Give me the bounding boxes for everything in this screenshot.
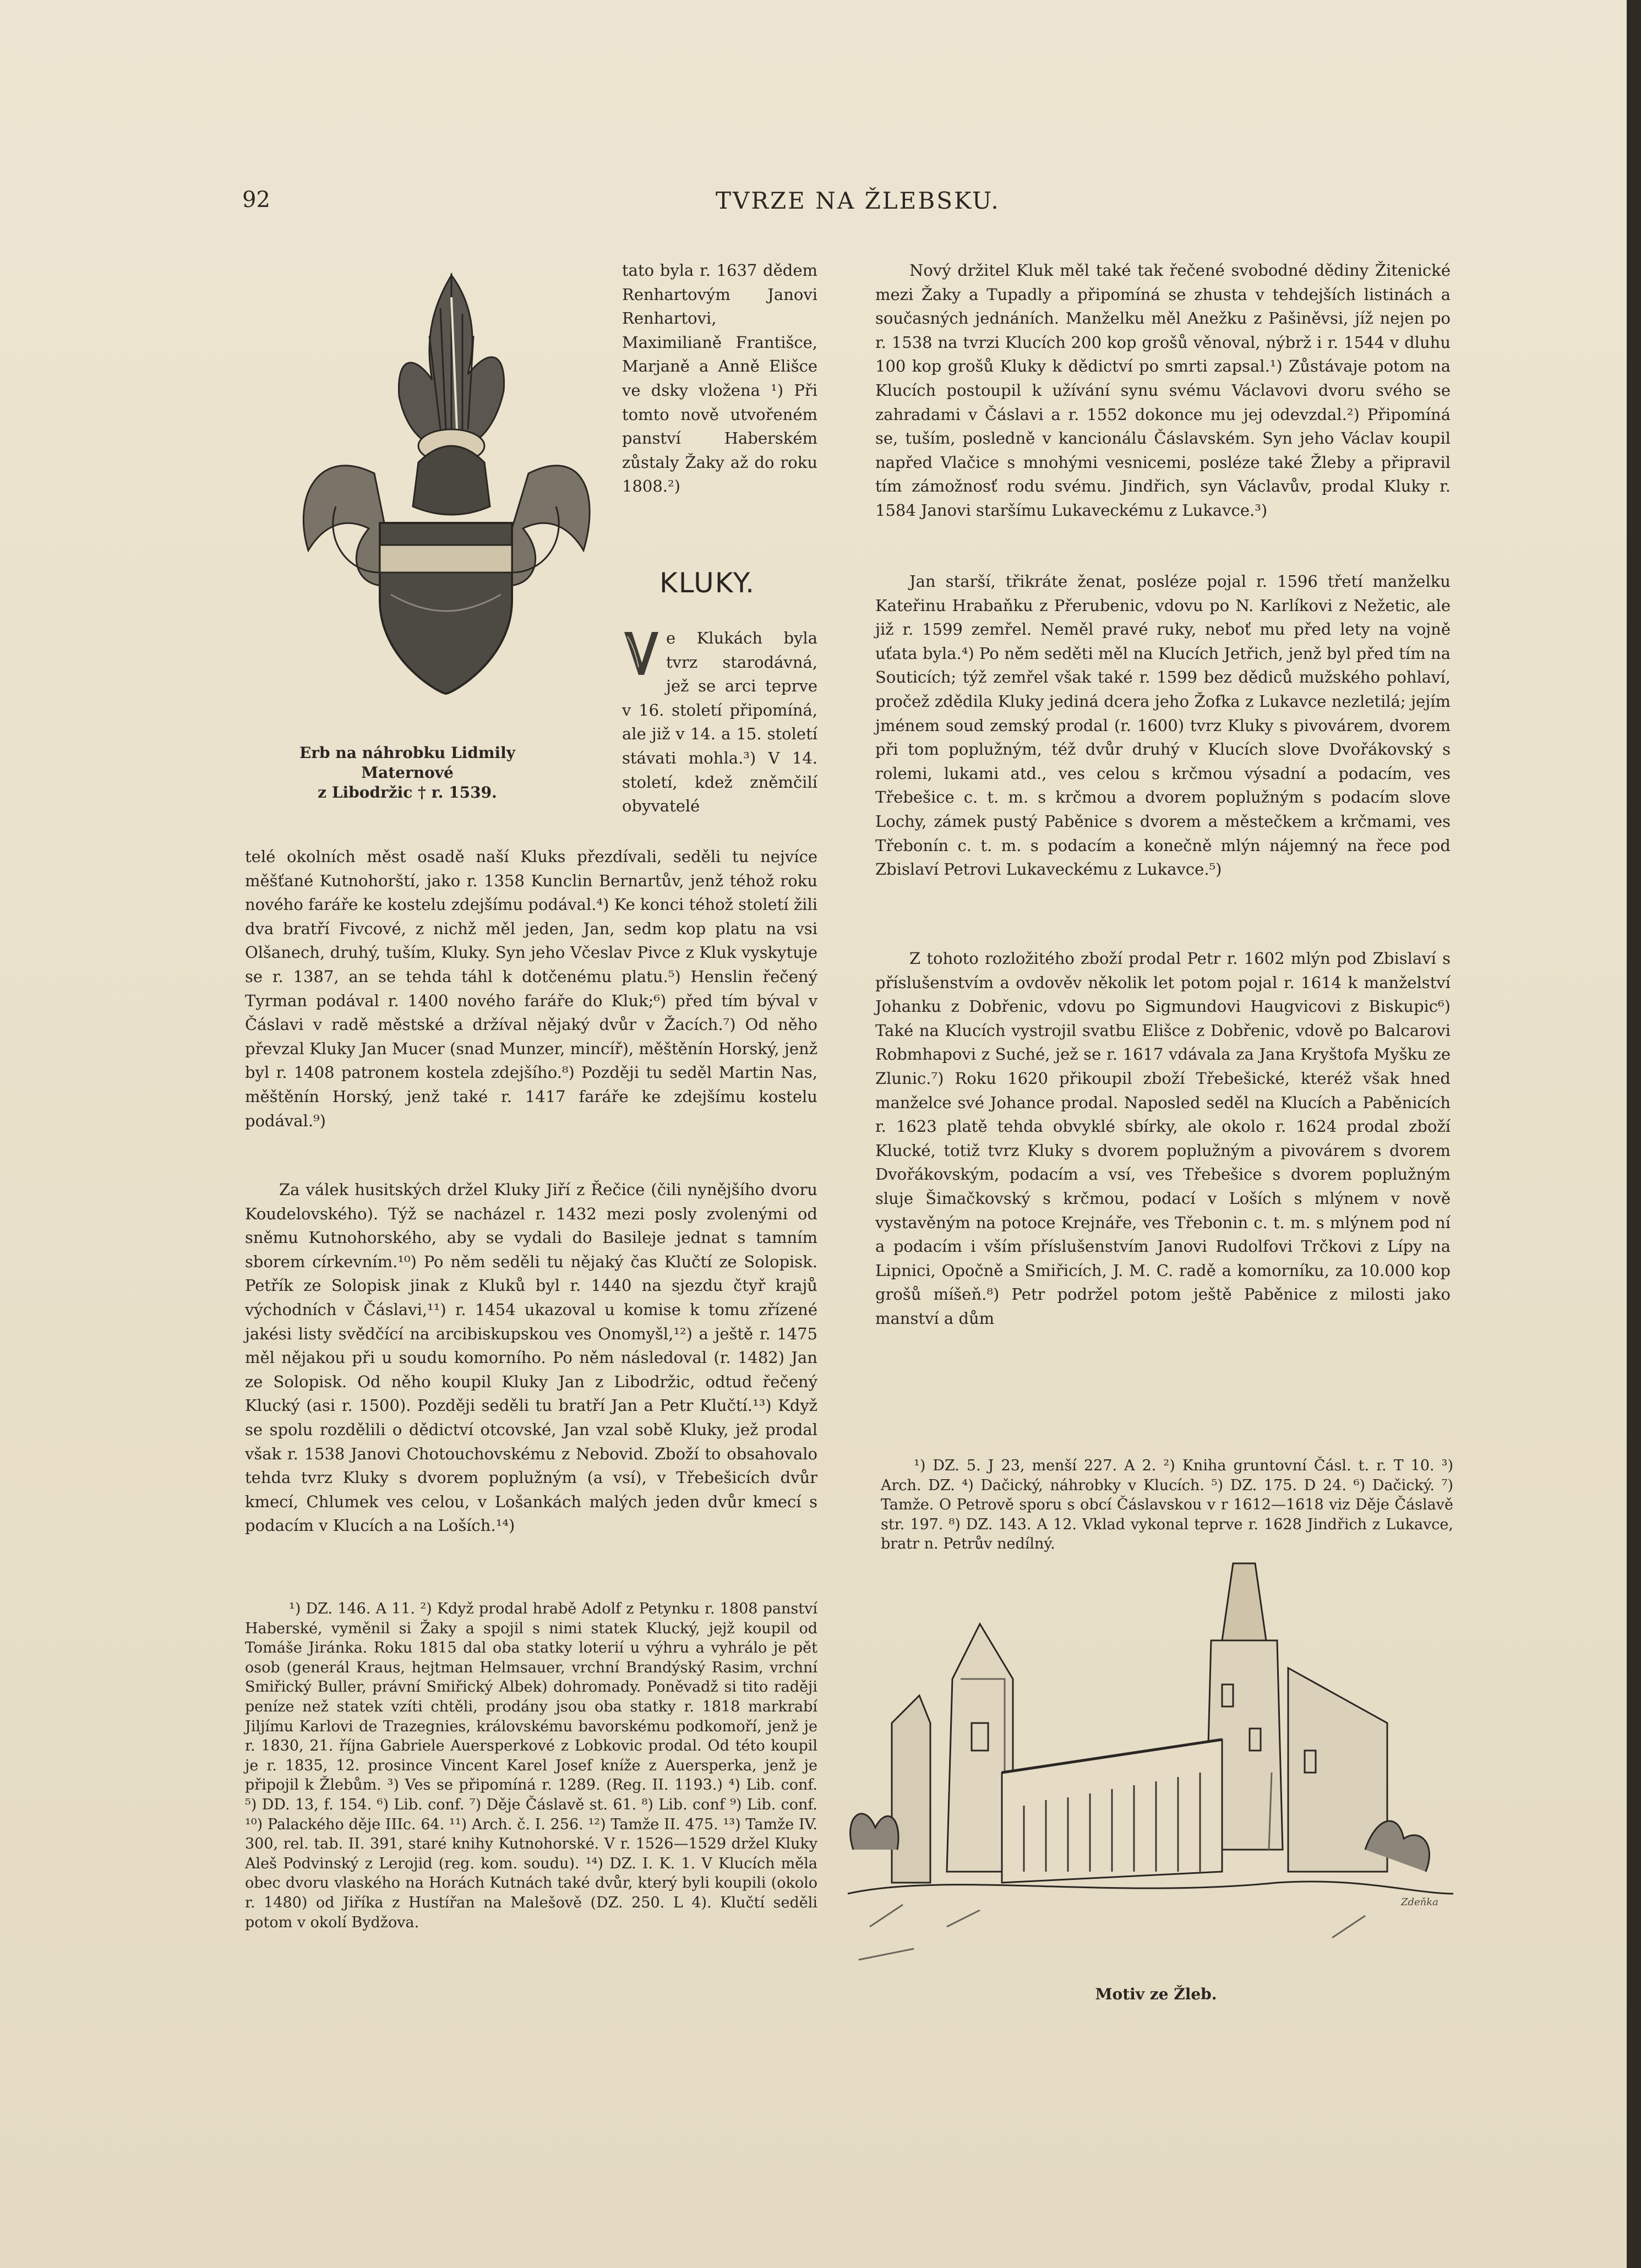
coat-of-arms-caption [259,743,556,803]
col1-paragraph-1: telé okolních měst osadě naší Kluks přezdívali, seděli tu nejvíce měšťané Kutnohorští, jako r. 1358 Kunclin Bernartův, jenž téhož roku nového faráře ke kostelu zdejšímu podával.⁴) Ke konci téhož století žili dva bratří Fivcové, z nichž měl jeden, Jan, sedm kop platu na vsi Olšanech, druhý, tuším, Kluky. Syn jeho Včeslav Pivce z Kluk vyskytuje se r. 1387, an se tehda táhl k dotčenému platu.⁵) Henslin řečený Tyrman podával r. 1400 nového faráře do Kluk;⁶) před tím býval v Čáslavi v radě městské a držíval nějaký dvůr v Žacích.⁷) Od něho převzal Kluky Jan Mucer (snad Munzer, mincíř), měštěnín Horský, jenž byl r. 1408 patronem kostela zdejšího.⁸) Později tu seděl Martin Nas, měštěnín Horský, jenž také r. 1417 faráře ke zdejšímu kostelu podával.⁹) [245,847,817,1130]
caption-line-2: z Libodržic † r. 1539. [318,783,497,802]
kluky-opening [622,626,817,819]
coat-of-arms-image [286,264,606,705]
caption-line-1: Erb na náhrobku Lidmily Maternové [299,744,516,782]
castle-illustration [837,1541,1470,1976]
illustration-signature: Zdeňka [1401,1896,1438,1908]
page-edge [1627,0,1641,2268]
dropcap-ornament [622,629,661,677]
illustration-caption: Motiv ze Žleb. [1095,1985,1217,2003]
col2-paragraph-3: Z tohoto rozložitého zboží prodal Petr r. 1602 mlýn pod Zbislaví s příslušenstvím a ovdověv několik let potom pojal r. 1614 k manželství Johanku z Dobřenic, vdovu po Sigmundovi Haugvicovi z Biskupic⁶) Také na Klucích vystrojil svatbu Elišce z Dobřenic, vdově po Balcarovi Robmhapovi z Suché, jež se r. 1617 vdávala za Jana Kryštofa Myšku ze Zlunic.⁷) Roku 1620 přikoupil zboží Třebešické, kteréž však hned manželce své Johance prodal. Naposled seděl na Klucích a Paběnicích r. 1623 platě tehda obvyklé sbírky, ale okolo r. 1624 prodal zboží Klucké, totiž tvrz Kluky s dvorem poplužným a pivovárem s dvorem Dvořákovským, podacím a vsí, ves Třebešice s dvorem poplužným sluje Šimačkovský s krčmou, podací v Loších s mlýnem v nově vystavěným na potoce Krejnáře, ves Třebonin c. t. m. s mlýnem pod ní a podacím i vším příslušenstvím Janovi Rudolfovi Trčkovi z Lípy na Lipnici, Opočně a Smiřicích, J. M. C. radě a komorníku, za 10.000 kop grošů míšeň.⁸) Petr podržel potom ještě Paběnice z milosti jako manství a dům [875,949,1451,1328]
dropcap-v [622,629,661,677]
page-number: 92 [242,187,270,212]
col2-paragraph-1: Nový držitel Kluk měl také tak řečené svobodné dědiny Žitenické mezi Žaky a Tupadly a připomíná se zhusta v tehdejších listinách a současných jednáních. Manželku měl Anežku z Pašiněvsi, jíž nejen po r. 1538 na tvrzi Klucích 200 kop grošů věnoval, nýbrž i r. 1544 v dluhu 100 kop grošů Kluky k dědictví po smrti zapsal.¹) Zůstávaje potom na Klucích postoupil k užívání synu svému Václavovi dvoru svého se zahradami v Čáslavi a r. 1552 dokonce mu jej odevzdal.²) Připomíná se, tuším, posledně v kancionálu Čáslavském. Syn jeho Václav koupil napřed Vlačice s mnohými vesnicemi, posléze také Žleby a připravil tím zámožnosť rodu svému. Jindřich, syn Václavův, prodal Kluky r. 1584 Janovi staršímu Lukaveckému z Lukavce.³) [875,261,1451,520]
running-title: TVRZE NA ŽLEBSKU. [716,187,1000,214]
col1-footnotes: ¹) DZ. 146. A 11. ²) Když prodal hrabě Adolf z Petynku r. 1808 panství Haberské, vyměnil si Žaky a spojil s nimi statek Klucký, jejž koupil od Tomáše Jiránka. Roku 1815 dal oba statky loterií u výhru a vyhrálo je pět osob (generál Kraus, hejtman Helmsauer, vrchní Brandýský Rasim, vrchní Smiřický Buller, právní Smiřický Albek) dohromady. Poněvadž si tito raději peníze než statek vzíti chtěli, prodány jsou oba statky r. 1818 markrabí Jiljímu Karlovi de Trazegnies, královskému bavorskému podkomoří, jenž je r. 1830, 21. října Gabriele Auersperkové z Lobkovic prodal. Od této koupil je r. 1835, 12. prosince Vincent Karel Josef kníže z Auersperka, jenž je připojil k Žlebům. ³) Ves se připomíná r. 1289. (Reg. II. 1193.) ⁴) Lib. conf. ⁵) DD. 13, f. 154. ⁶) Lib. conf. ⁷) Děje Čáslavě st. 61. ⁸) Lib. conf ⁹) Lib. conf. ¹⁰) Palackého děje IIIc. 64. ¹¹) Arch. č. I. 256. ¹²) Tamže II. 475. ¹³) Tamže IV. 300, rel. tab. II. 391, staré knihy Kutnohorské. V r. 1526—1529 držel Kluky Aleš Podvinský z Lerojid (reg. kom. soudu). ¹⁴) DZ. I. K. 1. V Klucích měla obec dvoru vlaského na Horách Kutnách také dvůr, který byli koupili (okolo r. 1480) od Jiříka z Hustířan na Malešově (DZ. 250. L 4). Klučtí seděli potom v okolí Bydžova. [245,1600,817,1931]
col2-paragraph-2: Jan starší, třikráte ženat, posléze pojal r. 1596 třetí manželku Kateřinu Hrabaňku z Přerubenic, vdovu po N. Karlíkovi z Nežetic, ale již r. 1599 zemřel. Neměl pravé ruky, neboť mu před lety na vojně uťata byla.⁴) Po něm seděti měl na Klucích Jetřich, jenž byl před tím na Souticích; týž zemřel však také r. 1599 bez dědiců mužského pohlaví, pročež zdědila Kluky jediná dcera jeho Žofka z Lukavce nezletilá; jejím jménem soud zemský prodal (r. 1600) tvrz Kluky s pivovárem, dvorem při tom poplužným, též dvůr druhý v Klucích slove Dvořákovský s rolemi, lukami atd., ves celou s krčmou výsadní a podacím, ves Třebešice c. t. m. s krčmou a dvorem poplužným s podacím slove Lochy, zámek pustý Paběnice s dvorem a městečkem a krčmami, ves Třebonín c. t. m. s podacím a konečně mlýn nájemný na řece pod Zbislaví Petrovi Lukaveckému z Lukavce.⁵) [875,572,1451,879]
kluky-opening-text: e Klukách byla tvrz starodávná, jež se arci teprve v 16. století připomíná, ale již v 14. a 15. století stávati mohla.³) V 14. století, kdež zněmčilí obyvatelé [622,629,817,816]
intro-text: tato byla r. 1637 dědem Renhartovým Janovi Renhartovi, Maximilianě Františce, Marjaně a Anně Elišce ve dsky vložena ¹) Při tomto nově utvořeném panství Haberském zůstaly Žaky až do roku 1808.²) [622,261,817,496]
col1-paragraph-2: Za válek husitských držel Kluky Jiří z Řečice (čili nynějšího dvoru Koudelovského). Týž se nacházel r. 1432 mezi posly zvolenými od sněmu Kutnohorského, aby se vydali do Basileje jednat s tamním sborem církevním.¹⁰) Po něm seděli tu nějaký čas Klučtí ze Solopisk. Petřík ze Solopisk jinak z Kluků byl r. 1440 na sjezdu čtyř krajů východních v Čáslavi,¹¹) r. 1454 ukazoval u komise k tomu zřízené jakési listy svědčící na arcibiskupskou ves Onomyšl,¹²) a ještě r. 1475 měl nějakou při u soudu komorního. Po něm následoval (r. 1482) Jan ze Solopisk. Od něho koupil Kluky Jan z Libodržic, odtud řečený Klucký (asi r. 1500). Později seděli tu bratří Jan a Petr Klučtí.¹³) Když se spolu rozdělili o dědictví otcovské, Jan vzal sobě Kluky, jež prodal však r. 1538 Janovi Chotouchovskému z Nebovid. Zboží to obsahovalo tehda tvrz Kluky s dvorem poplužným (a vsí), v Třebešicích dvůr kmecí, Chlumek ves celou, v Lošankách malých jeden dvůr kmecí s podacím v Klucích a na Loších.¹⁴) [245,1180,817,1535]
col2-footnotes: ¹) DZ. 5. J 23, menší 227. A 2. ²) Kniha gruntovní Čásl. t. r. T 10. ³) Arch. DZ. ⁴) Dačický, náhrobky v Klucích. ⁵) DZ. 175. D 24. ⁶) Dačický. ⁷) Tamže. O Petrově sporu s obcí Čáslavskou v r 1612—1618 viz Děje Čáslavě str. 197. ⁸) DZ. 143. A 12. Vklad vykonal teprve r. 1628 Jindřich z Lukavce, bratr n. Petrův nedílný. [881,1457,1453,1553]
section-title-kluky: KLUKY. [659,567,756,599]
